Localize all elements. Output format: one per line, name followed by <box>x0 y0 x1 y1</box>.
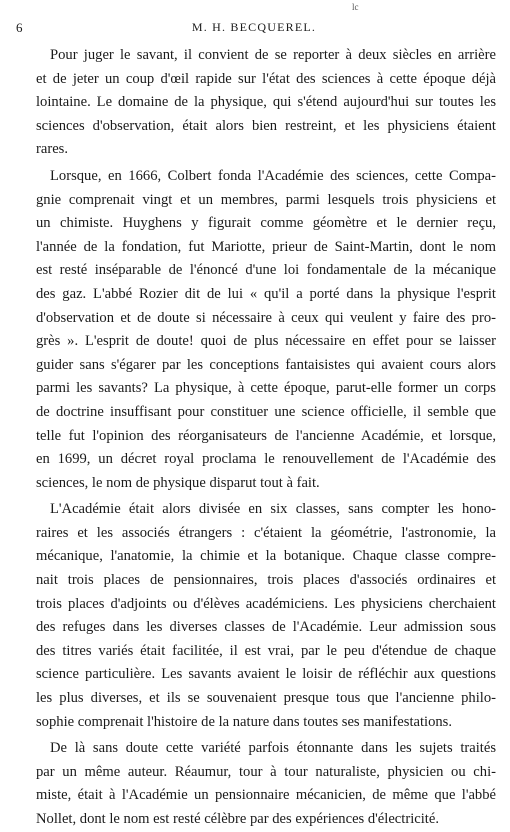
text-line: science particulière. Les savants avaient le loisir de réfléchir aux questions <box>36 666 496 683</box>
page-header <box>16 20 492 38</box>
text-line: grès ». L'esprit de doute! quoi de plus nécessaire en effet pour se laisser <box>36 333 496 350</box>
paragraph <box>36 737 496 831</box>
text-line: Pour juger le savant, il convient de se reporter à deux siècles en arrière <box>50 47 496 63</box>
text-line: nait trois places de pensionnaires, trois places d'associés ordinaires et <box>36 572 496 589</box>
text-line: des titres variés était facilitée, il est vrai, par le peu d'étendue de chaque <box>36 642 496 659</box>
text-line: des refuges dans les diverses classes de l'Académie. Leur admission sous <box>36 619 496 636</box>
text-line: L'Académie était alors divisée en six classes, sans compter les hono- <box>50 501 496 518</box>
text-line: et de jeter un coup d'œil rapide sur l'état des sciences à cette époque déjà <box>36 70 496 87</box>
paragraph <box>36 44 496 162</box>
text-line: les plus diverses, et ils se souvenaient presque tous que l'ancienne philo- <box>36 690 496 707</box>
text-line: l'année de la fondation, fut Mariotte, prieur de Saint-Martin, dont le nom <box>36 238 496 255</box>
text-line: rares. <box>36 141 69 158</box>
text-line: de doctrine insuffisant pour constituer une science officielle, il semble que <box>36 403 496 420</box>
text-line: lointaine. Le domaine de la physique, qui s'étend aujourd'hui sur toutes les <box>36 94 496 111</box>
text-line: d'observation et de doute si nécessaire à ceux qui veulent y faire des pro- <box>36 309 496 326</box>
text-line: des gaz. L'abbé Rozier dit de lui « qu'il a porté dans la physique l'esprit <box>36 285 496 302</box>
text-line: sophie comprenait l'histoire de la nature dans toutes ses manifestations. <box>36 713 453 730</box>
text-line: raires et les associés étrangers : c'étaient la géométrie, l'astronomie, la <box>36 524 496 541</box>
text-line: Lorsque, en 1666, Colbert fonda l'Académie des sciences, cette Compa- <box>50 167 496 184</box>
text-line: De là sans doute cette variété parfois étonnante dans les sujets traités <box>50 740 496 757</box>
text-line: telle fut l'opinion des réorganisateurs de l'ancienne Académie, et lorsque, <box>36 427 496 444</box>
text-line: Nollet, dont le nom est resté célèbre par des expériences d'électricité. <box>36 811 439 827</box>
paragraph <box>36 165 496 495</box>
page-number: 6 <box>16 20 23 35</box>
text-line: guider sans s'égarer par les conceptions fantaisistes qui avaient cours alors <box>36 356 496 373</box>
text-line: un chimiste. Huyghens y figurait comme géomètre et le dernier reçu, <box>36 215 496 232</box>
text-line: parmi les savants? La physique, à cette époque, parut-elle former un corps <box>36 380 496 397</box>
text-line: en 1699, un décret royal proclama le renouvellement de l'Académie des <box>36 451 496 468</box>
paragraph <box>36 498 496 734</box>
page-body <box>36 44 496 832</box>
text-line: mécanique, l'anatomie, la chimie et la botanique. Chaque classe compre- <box>36 548 496 565</box>
corner-mark: lc <box>352 2 359 12</box>
text-line: sciences d'observation, était alors bien restreint, et les physiciens étaient <box>36 117 496 134</box>
text-line: sciences, le nom de physique disparut tout à fait. <box>36 474 320 491</box>
running-head: M. H. BECQUEREL. <box>191 20 317 34</box>
text-line: gnie comprenait vingt et un membres, parmi lesquels trois physiciens et <box>36 191 496 208</box>
text-line: est resté inséparable de l'énoncé d'une loi fondamentale de la mécanique <box>36 262 496 279</box>
text-line: miste, était à l'Académie un pensionnaire mécanicien, de même que l'abbé <box>36 787 496 804</box>
text-line: trois places d'adjoints ou d'élèves académiciens. Les physiciens cherchaient <box>36 595 496 612</box>
text-line: par un même auteur. Réaumur, tour à tour naturaliste, physicien ou chi- <box>36 763 496 780</box>
